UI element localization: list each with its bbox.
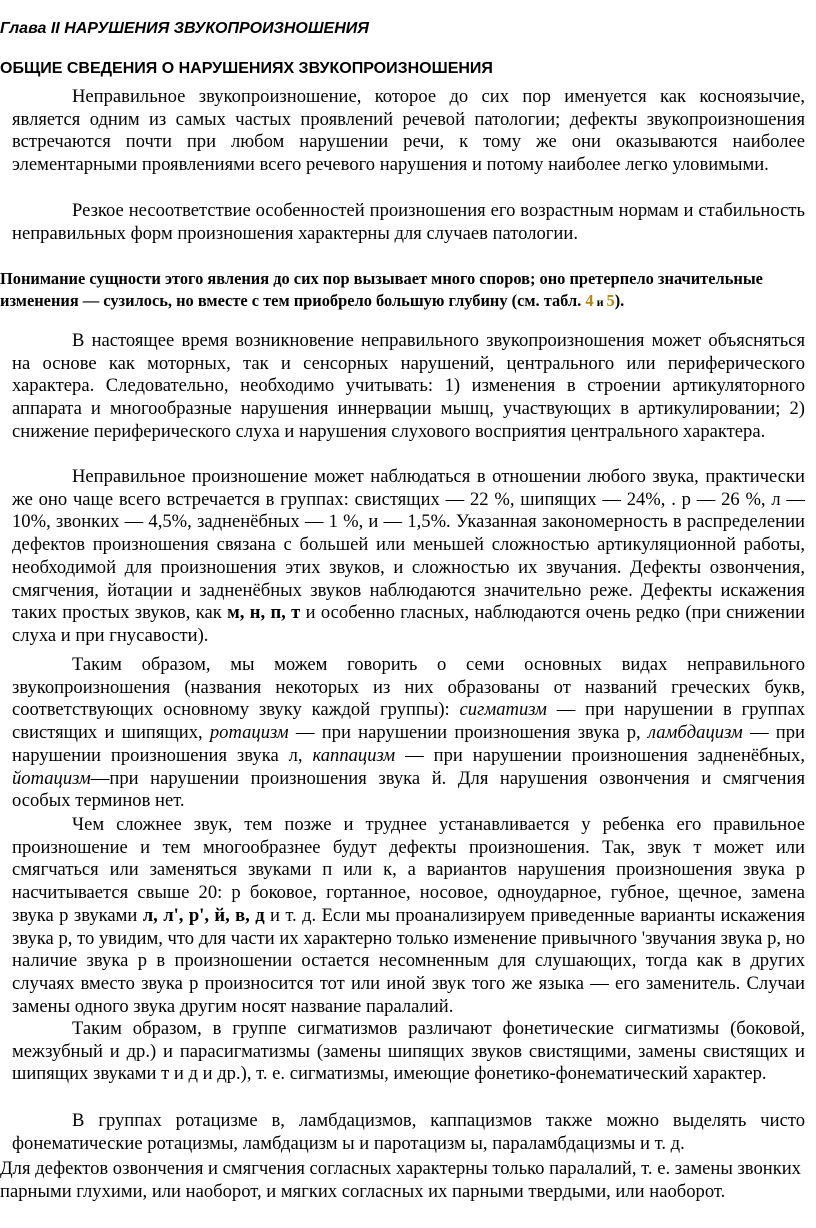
term-sigmatism: сигматизм [459,699,547,721]
note-end: ). [614,291,625,310]
paragraph-4-text-b: и особенно гласных, наблюдаются очень редко (при снижении слуха и при гнусавости). [12,602,805,646]
paragraph-2: Резкое несоответствие особенностей произношения его возрастным нормам и стабильность неправильных форм произношения характерны для случаев патологии. [12,200,805,244]
paragraph-1: Неправильное звукопроизношение, которое до сих пор именуется как косноязычие, является одним из самых частых проявлений речевой патологии; дефекты звукопроизношения встречаются почти при любом нарушении речи, к тому же они оказываются наиболее элементарными проявлениями всего речевого нарушения и потому наиболее легко уловимыми. [12,86,805,176]
paragraph-5-text-d: — при нарушении произношения звука л, [12,722,805,766]
paragraph-5-text-a: Таким образом, мы можем говорить о семи основных видах неправильного звукопроизношения (названия некоторых из них образованы от названий греческих букв, соответствующих основному звуку каждой группы): [12,654,805,721]
note-text: Понимание сущности этого явления до сих пор вызывает много споров; оно претерпело значительные изменения — сузилось, но вместе с тем приобрело большую глубину (см. табл. [0,269,763,310]
paragraph-6-text-a: Чем сложнее звук, тем позже и труднее устанавливается у ребенка его правильное произношение и тем многообразнее будут дефекты произношения. Так, звук т может или смягчаться или заменяться звуками п или к, а вариантов нарушения произношения звука р насчитывается свыше 20: р боковое, гортанное, носовое, одноударное, губное, щечное, замена звука р звуками [12,814,805,926]
paragraph-5-text-c: — при нарушении произношения звука р, [288,722,648,744]
table-ref-4: 4 [585,291,594,310]
paragraph-6-text-b: и т. д. Если мы проанализируем приведенные варианты искажения звука р, то увидим, что для части их характерно только изменение привычного 'звучания звука р, но наличие звука р в произношении остается несомненным для слушающих, тогда как в других случаях вместо звука р произносится тот или иной звук того же языка — его заменитель. Случаи замены одного звука другим носят название паралалий. [12,904,805,1017]
chapter-title: Глава II НАРУШЕНИЯ ЗВУКОПРОИЗНОШЕНИЯ [0,20,369,37]
term-rotacism: ротацизм [209,722,289,744]
paragraph-4 [12,466,805,648]
note-conjunction: и [593,295,607,309]
paragraph-9: Для дефектов озвончения и смягчения согласных характерны только паралалий, т. е. замены звонких парными глухими, или наоборот, и мягких согласных их парными твердыми, или наоборот. [0,1158,801,1202]
term-lambdacism: ламбдацизм [647,722,743,744]
paragraph-7: Таким образом, в группе сигматизмов различают фонетические сигматизмы (боковой, межзубный и др.) и парасигматизмы (замены шипящих звуков свистящими, замены свистящих и шипящих звуками т и д и др.), т. е. сигматизмы, имеющие фонетико-фонематический характер. [12,1018,805,1085]
paragraph-4-text-a: Неправильное произношение может наблюдаться в отношении любого звука, практически же оно чаще всего встречается в группах: свистящих — 22 %, шипящих — 24%, . р — 26 %, л — 10%, звонких — 4,5%, задненёбных — 1 %, и — 1,5%. Указанная закономерность в распределении дефектов произношения связана с большей или меньшей сложностью артикуляционной работы, необходимой для произношения этих звуков, и сложностью их звучания. Дефекты озвончения, смягчения, йотации и задненёбных звуков наблюдаются значительно реже. Дефекты искажения таких простых звуков, как [12,466,805,624]
paragraph-5 [12,654,805,813]
table-ref-5: 5 [606,291,615,310]
simple-sounds: м, н, п, т [227,602,301,624]
term-iotacism: йотацизм [12,767,91,789]
paragraph-5-text-b: — при нарушении в группах свистящих и шипящих, [12,699,806,744]
paragraph-8: В группах ротацизме в, ламбдацизмов, каппацизмов также можно выделять чисто фонематические ротацизмы, ламбдацизм ы и паротацизм ы, параламбдацизмы и т. д. [12,1110,805,1154]
table-reference-note [0,268,812,313]
paragraph-5-text-f: —при нарушении произношения звука й. Для нарушения озвончения и смягчения особых терминов нет. [12,767,805,812]
replacement-sounds: л, л', р', й, в, д [142,904,265,926]
paragraph-6 [12,814,805,1018]
section-title: ОБЩИЕ СВЕДЕНИЯ О НАРУШЕНИЯХ ЗВУКОПРОИЗНОШЕНИЯ [0,60,493,77]
paragraph-3: В настоящее время возникновение неправильного звукопроизношения может объясняться на основе как моторных, так и сенсорных нарушений, центрального или периферического характера. Следовательно, необходимо учитывать: 1) изменения в строении артикуляторного аппарата и многообразные нарушения иннервации мышц, участвующих в артикулировании; 2) снижение периферического слуха и нарушения слухового восприятия центрального характера. [12,330,805,442]
term-kappacism: каппацизм [312,744,396,766]
paragraph-5-text-e: — при нарушении произношения задненёбных, [395,744,805,766]
